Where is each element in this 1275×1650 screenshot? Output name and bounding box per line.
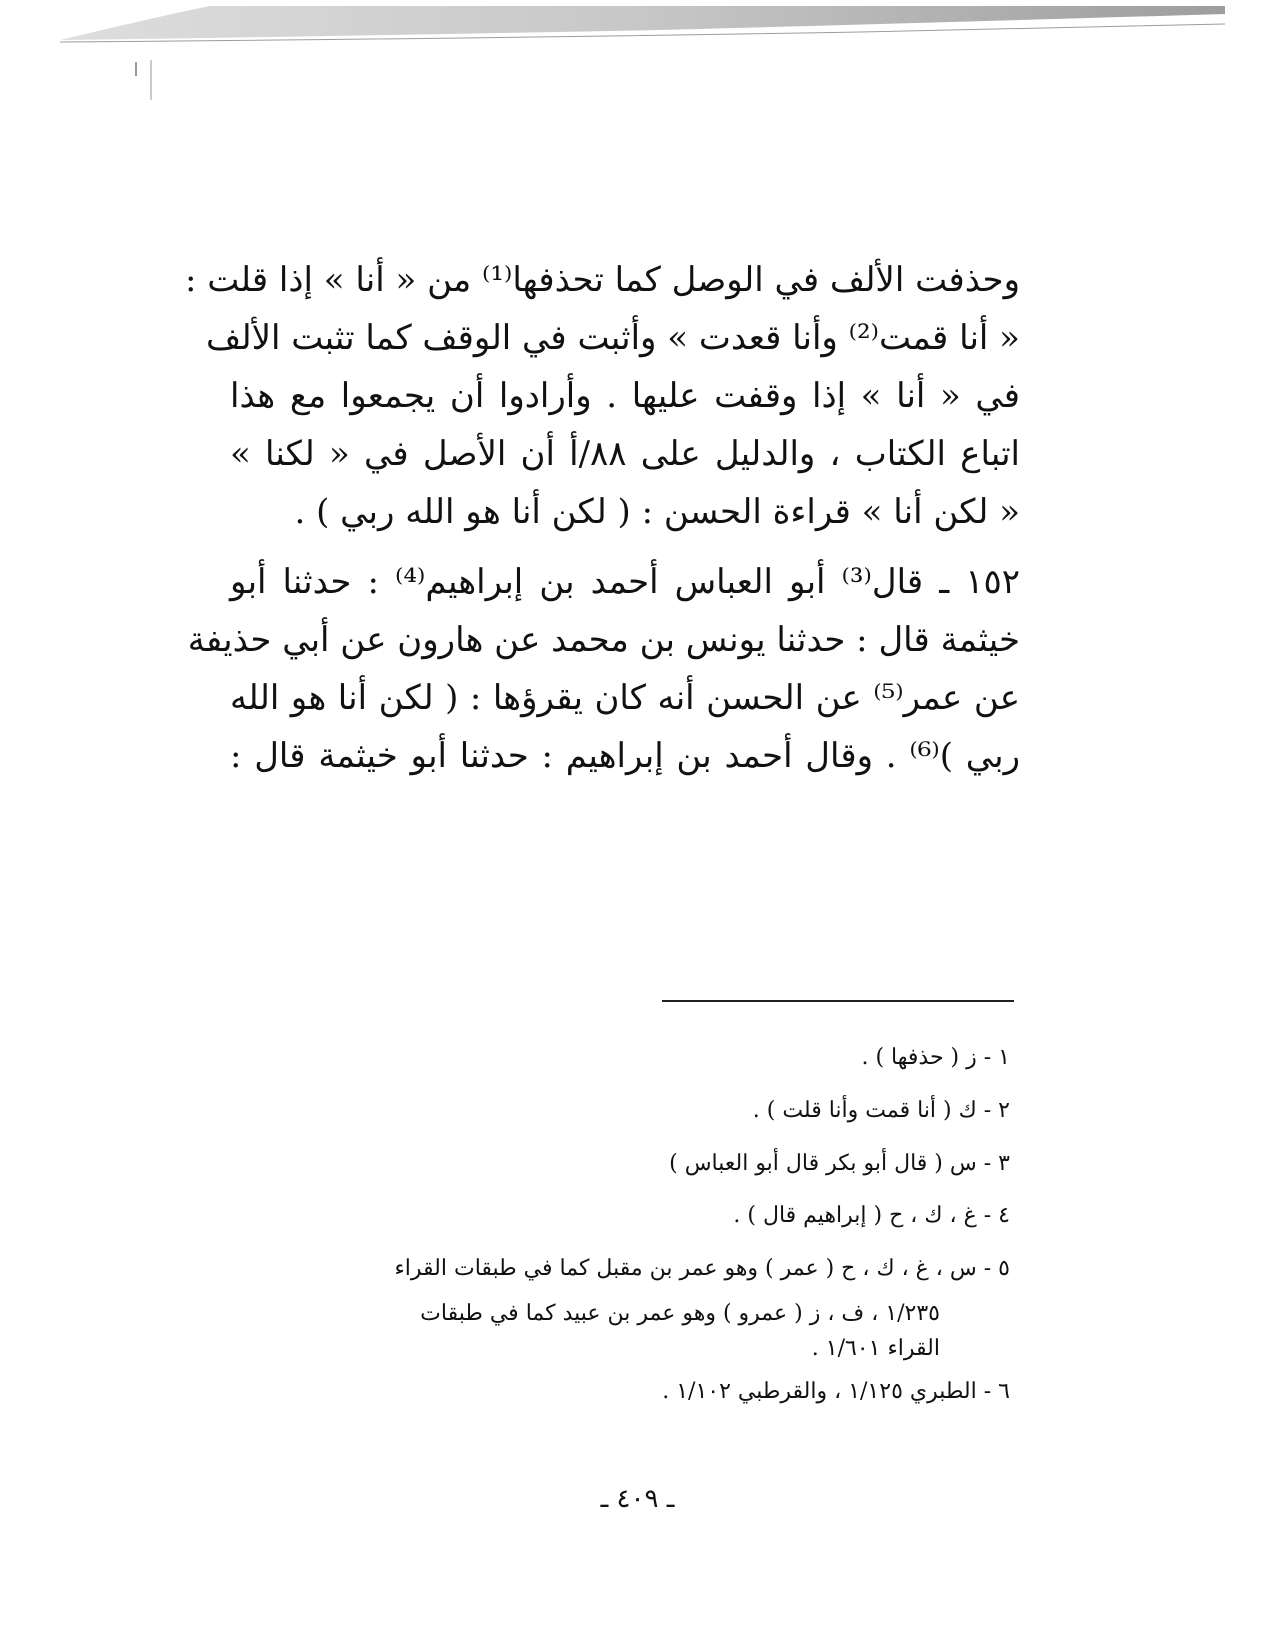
main-text bbox=[184, 252, 1020, 786]
footnote-separator bbox=[662, 1000, 1014, 1002]
text-line: « لكن أنا » قراءة الحسن : ( لكن أنا هو الله ربي ) . bbox=[294, 492, 1020, 532]
scan-mark bbox=[150, 60, 152, 100]
footnote-3: ٣ - س ( قال أبو بكر قال أبو العباس ) bbox=[669, 1150, 1010, 1176]
scan-mark bbox=[135, 62, 137, 76]
footnote-1: ١ - ز ( حذفها ) . bbox=[861, 1045, 1010, 1070]
text-line: وحذفت الألف في الوصل كما تحذفها⁽¹⁾ من « أنا » إذا قلت : bbox=[184, 260, 1020, 300]
footnote-6: ٦ - الطبري ١/١٢٥ ، والقرطبي ١/١٠٢ . bbox=[662, 1379, 1010, 1405]
footnote-5: ٥ - س ، غ ، ك ، ح ( عمر ) وهو عمر بن مقبل كما في طبقات القراء bbox=[394, 1256, 1010, 1282]
text-line: ربي )⁽⁶⁾ . وقال أحمد بن إبراهيم : حدثنا أبو خيثمة قال : bbox=[230, 736, 1020, 776]
text-line: « أنا قمت⁽²⁾ وأنا قعدت » وأثبت في الوقف كما تثبت الألف bbox=[206, 318, 1020, 358]
footnote-2: ٢ - ك ( أنا قمت وأنا قلت ) . bbox=[752, 1097, 1010, 1123]
footnote-5-continued: القراء ١/٦٠١ . bbox=[811, 1336, 940, 1362]
text-line: خيثمة قال : حدثنا يونس بن محمد عن هارون عن أبي حذيفة bbox=[187, 620, 1020, 660]
text-line: اتباع الكتاب ، والدليل على ٨٨/أ أن الأصل في « لكنا » bbox=[230, 434, 1020, 474]
footnotes bbox=[240, 1032, 1010, 1419]
paragraph-1 bbox=[184, 252, 1020, 542]
paragraph-2 bbox=[187, 554, 1020, 786]
text-line: ١٥٢ ـ قال⁽³⁾ أبو العباس أحمد بن إبراهيم⁽⁴⁾ : حدثنا أبو bbox=[230, 562, 1020, 602]
footnote-4: ٤ - غ ، ك ، ح ( إبراهيم قال ) . bbox=[733, 1203, 1010, 1229]
text-line: عن عمر⁽⁵⁾ عن الحسن أنه كان يقرؤها : ( لكن أنا هو الله bbox=[230, 678, 1020, 718]
scan-edge-shadow bbox=[60, 6, 1225, 44]
page-number: ـ ٤٠٩ ـ bbox=[600, 1484, 675, 1514]
footnote-5-continued: ١/٢٣٥ ، ف ، ز ( عمرو ) وهو عمر بن عبيد كما في طبقات bbox=[420, 1300, 940, 1326]
text-line: في « أنا » إذا وقفت عليها . وأرادوا أن يجمعوا مع هذا bbox=[230, 376, 1020, 416]
